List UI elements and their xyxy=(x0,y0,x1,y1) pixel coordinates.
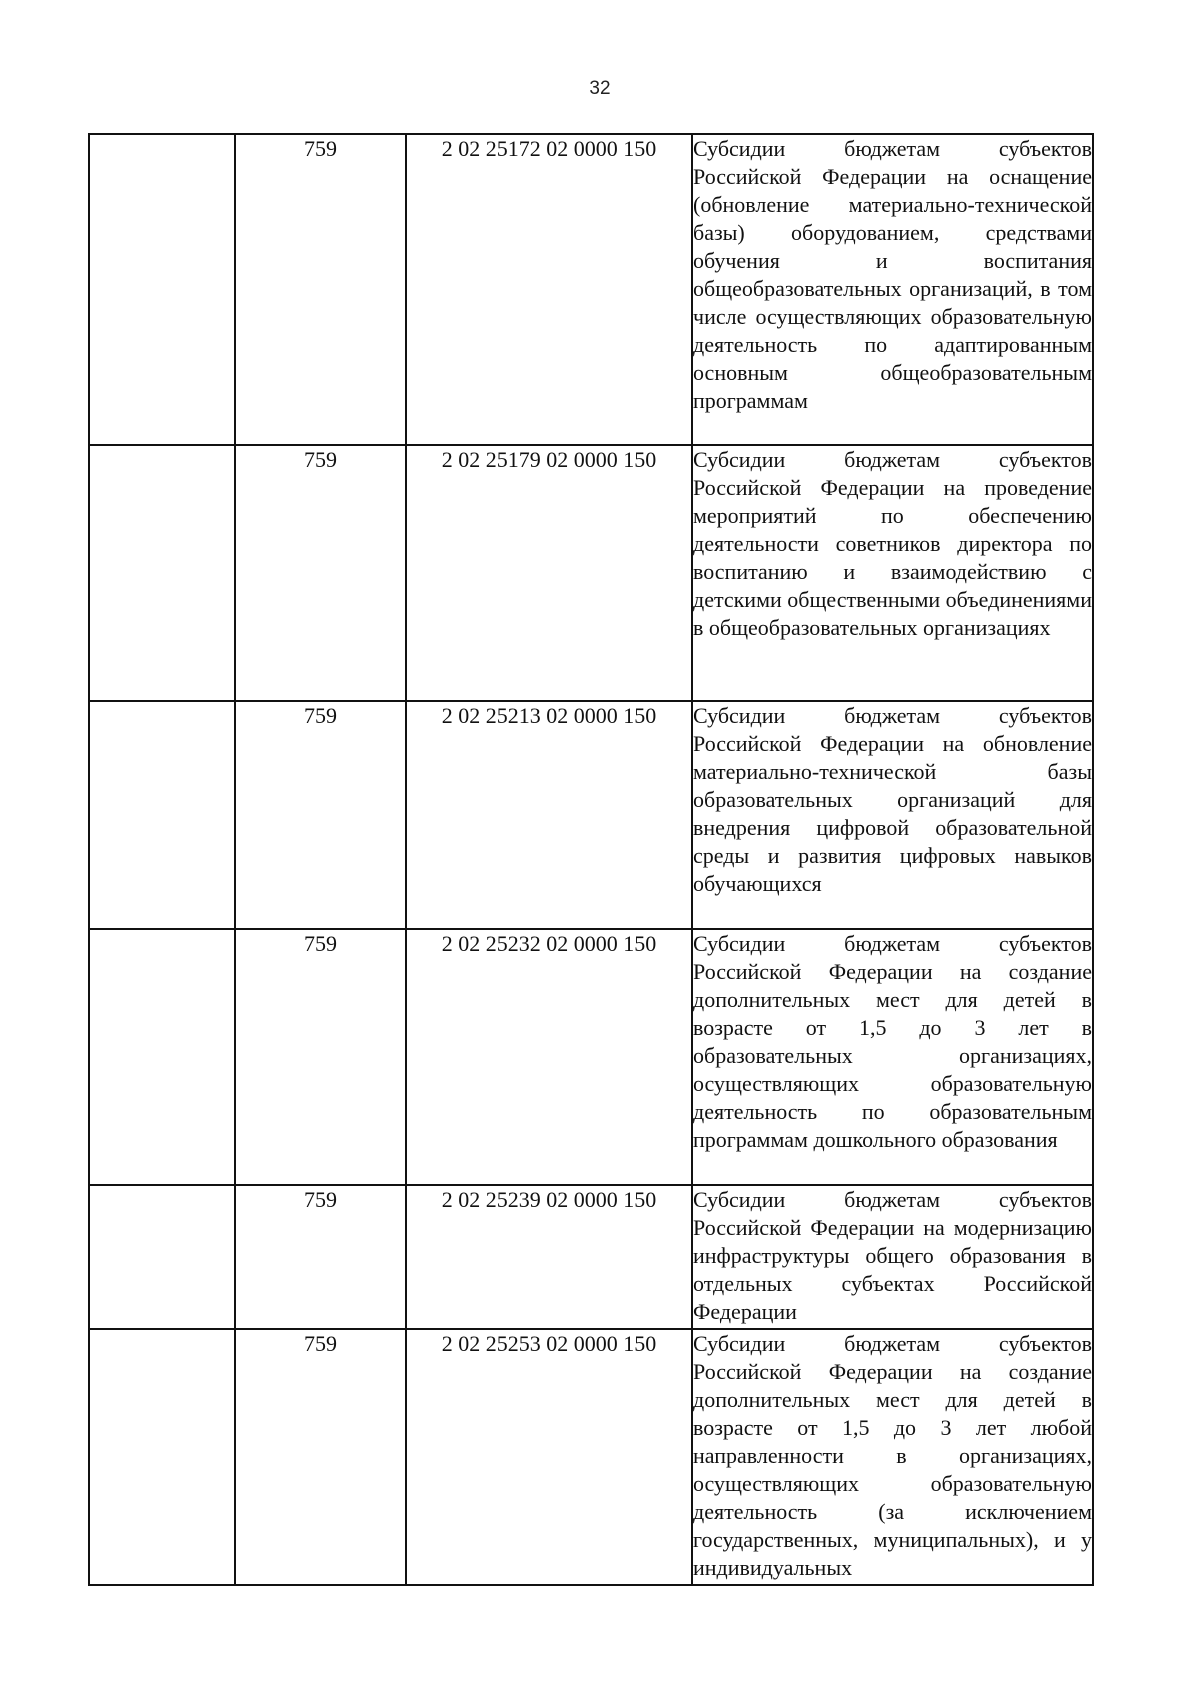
page-number: 32 xyxy=(589,78,611,99)
revenue-code-cell: 2 02 25253 02 0000 150 xyxy=(406,1329,692,1585)
description-cell xyxy=(692,929,1093,1185)
table-row xyxy=(89,929,1093,1185)
description-cell xyxy=(692,1185,1093,1329)
empty-cell xyxy=(89,445,235,701)
admin-code-cell: 759 xyxy=(235,701,406,929)
revenue-code-cell: 2 02 25239 02 0000 150 xyxy=(406,1185,692,1329)
empty-cell xyxy=(89,929,235,1185)
description-cell xyxy=(692,1329,1093,1585)
table-row xyxy=(89,134,1093,445)
admin-code-cell: 759 xyxy=(235,1329,406,1585)
table-row xyxy=(89,445,1093,701)
revenue-code-cell: 2 02 25232 02 0000 150 xyxy=(406,929,692,1185)
description-text: Субсидии бюджетам субъектов Российской Федерации на обновление материально-технической базы образовательных организаций для внедрения цифровой образовательной среды и развития цифровых навыков обучающихся xyxy=(693,703,1092,896)
revenue-code-cell: 2 02 25179 02 0000 150 xyxy=(406,445,692,701)
empty-cell xyxy=(89,1185,235,1329)
description-text: Субсидии бюджетам субъектов Российской Федерации на создание дополнительных мест для детей в возрасте от 1,5 до 3 лет любой направленности в организациях, осуществляющих образовательную деятельность (за исключением государственных, муниципальных), и у индивидуальных xyxy=(693,1331,1092,1580)
description-text: Субсидии бюджетам субъектов Российской Федерации на создание дополнительных мест для детей в возрасте от 1,5 до 3 лет в образовательных организациях, осуществляющих образовательную деятельность по образовательным программам дошкольного образования xyxy=(693,931,1092,1152)
description-cell xyxy=(692,701,1093,929)
description-cell xyxy=(692,445,1093,701)
table-row xyxy=(89,1185,1093,1329)
revenue-code-cell: 2 02 25172 02 0000 150 xyxy=(406,134,692,445)
budget-codes-table xyxy=(88,133,1094,1586)
table-row xyxy=(89,701,1093,929)
admin-code-cell: 759 xyxy=(235,134,406,445)
empty-cell xyxy=(89,134,235,445)
admin-code-cell: 759 xyxy=(235,1185,406,1329)
table-row xyxy=(89,1329,1093,1585)
admin-code-cell: 759 xyxy=(235,445,406,701)
description-text: Субсидии бюджетам субъектов Российской Федерации на оснащение (обновление материально-технической базы) оборудованием, средствами обучения и воспитания общеобразовательных организаций, в том числе осуществляющих образовательную деятельность по адаптированным основным общеобразовательным программам xyxy=(693,136,1092,413)
description-cell xyxy=(692,134,1093,445)
description-text: Субсидии бюджетам субъектов Российской Федерации на проведение мероприятий по обеспечению деятельности советников директора по воспитанию и взаимодействию с детскими общественными объединениями в общеобразовательных организациях xyxy=(693,447,1092,640)
admin-code-cell: 759 xyxy=(235,929,406,1185)
description-text: Субсидии бюджетам субъектов Российской Федерации на модернизацию инфраструктуры общего образования в отдельных субъектах Российской Федерации xyxy=(693,1187,1092,1324)
revenue-code-cell: 2 02 25213 02 0000 150 xyxy=(406,701,692,929)
empty-cell xyxy=(89,701,235,929)
empty-cell xyxy=(89,1329,235,1585)
